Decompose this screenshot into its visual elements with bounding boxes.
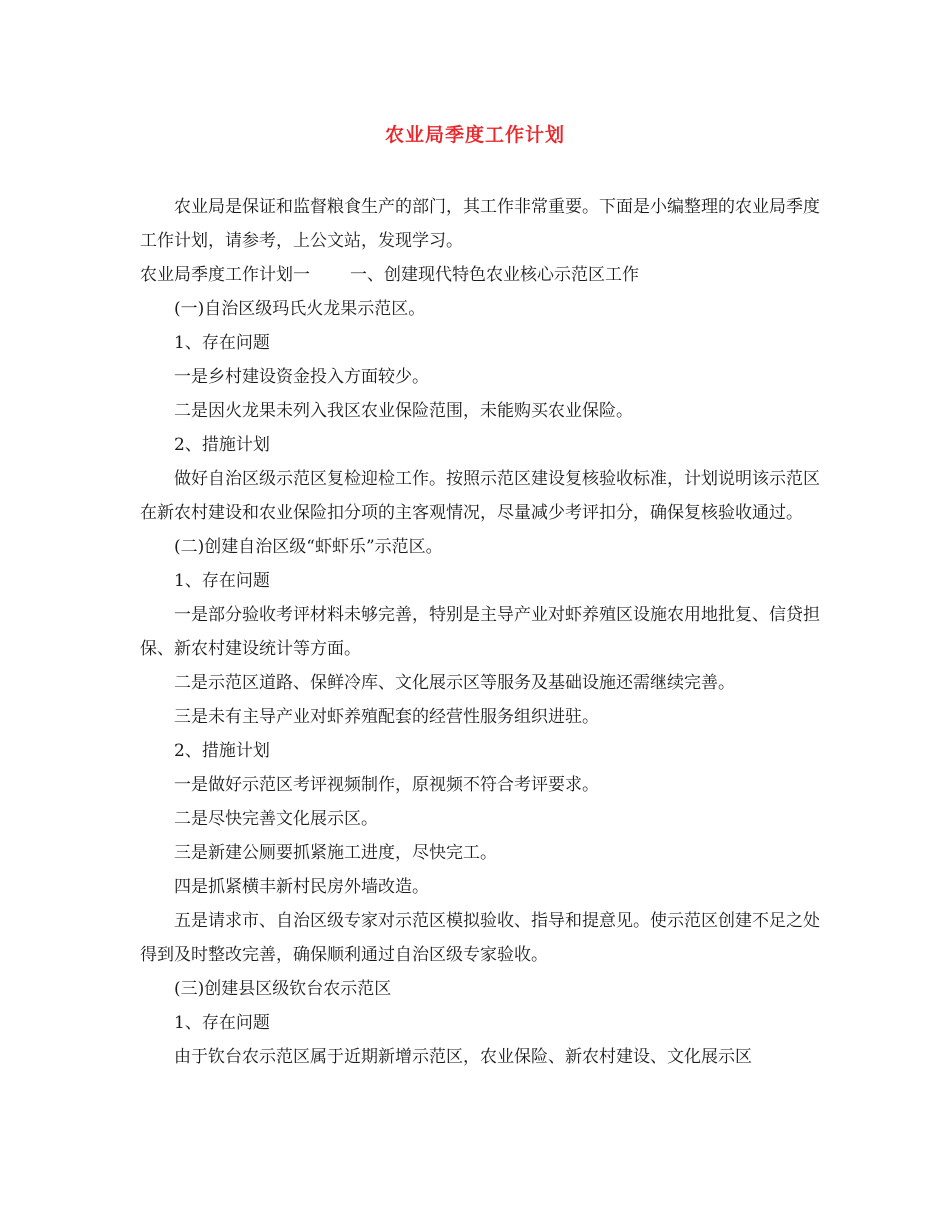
item-heading: 1、存在问题	[174, 1013, 270, 1033]
paragraph: 三是未有主导产业对虾养殖配套的经营性服务组织进驻。	[174, 707, 599, 727]
plan-one-label: 农业局季度工作计划一	[140, 265, 310, 285]
paragraph: 一是做好示范区考评视频制作，原视频不符合考评要求。	[174, 775, 599, 795]
subsection-heading: (三)创建县区级钦台农示范区	[174, 979, 392, 999]
document-title: 农业局季度工作计划	[384, 124, 565, 146]
subsection-heading: (二)创建自治区级“虾虾乐”示范区。	[174, 537, 443, 557]
paragraph: 二是因火龙果未列入我区农业保险范围，未能购买农业保险。	[174, 401, 633, 421]
paragraph-plan-heading	[140, 258, 830, 292]
paragraph: 五是请求市、自治区级专家对示范区模拟验收、指导和提意见。使示范区创建不足之处得到及时整改完善，确保顺利通过自治区级专家验收。	[140, 911, 820, 965]
paragraph: 做好自治区级示范区复检迎检工作。按照示范区建设复核验收标准，计划说明该示范区在新农村建设和农业保险扣分项的主客观情况，尽量减少考评扣分，确保复核验收通过。	[140, 469, 820, 523]
item-heading: 1、存在问题	[174, 333, 270, 353]
section-one-heading: 一、创建现代特色农业核心示范区工作	[350, 265, 639, 285]
subsection-heading: (一)自治区级玛氏火龙果示范区。	[174, 299, 426, 319]
paragraph: 由于钦台农示范区属于近期新增示范区，农业保险、新农村建设、文化展示区	[174, 1047, 752, 1067]
item-heading: 2、措施计划	[174, 435, 270, 455]
paragraph: 四是抓紧横丰新村民房外墙改造。	[174, 877, 429, 897]
paragraph: 三是新建公厕要抓紧施工进度，尽快完工。	[174, 843, 497, 863]
paragraph: 二是示范区道路、保鲜冷库、文化展示区等服务及基础设施还需继续完善。	[174, 673, 735, 693]
item-heading: 1、存在问题	[174, 571, 270, 591]
paragraph: 一是部分验收考评材料未够完善，特别是主导产业对虾养殖区设施农用地批复、信贷担保、新农村建设统计等方面。	[140, 605, 820, 659]
item-heading: 2、措施计划	[174, 741, 270, 761]
paragraph: 二是尽快完善文化展示区。	[174, 809, 378, 829]
paragraph-intro: 农业局是保证和监督粮食生产的部门，其工作非常重要。下面是小编整理的农业局季度工作计划，请参考，上公文站，发现学习。	[140, 197, 820, 251]
document-body	[140, 190, 830, 1074]
paragraph: 一是乡村建设资金投入方面较少。	[174, 367, 429, 387]
